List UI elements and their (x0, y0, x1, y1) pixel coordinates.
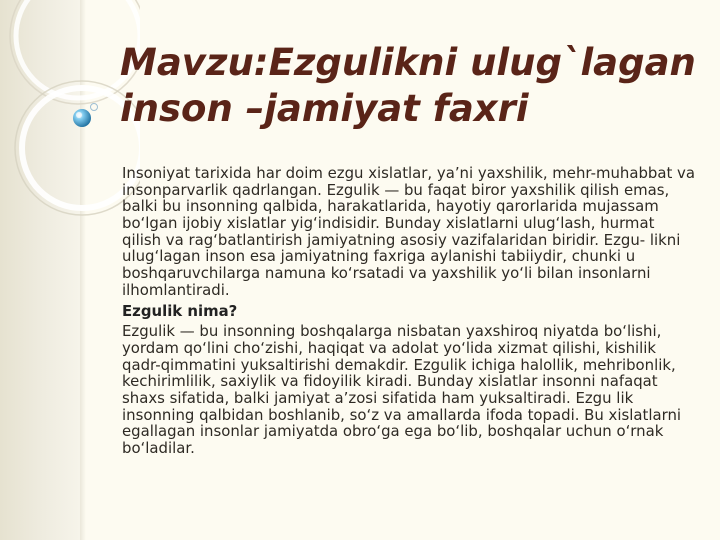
section-heading: Ezgulik nima? (122, 301, 238, 320)
ring-decoration-icon (0, 0, 140, 240)
intro-paragraph: Insoniyat tarixida har doim ezgu xislatlar, ya’ni yaxshilik, mehr-muhabbat va insonparvarlik qadrlangan. Ezgulik — bu faqat biror yaxshilik qilish emas, balki bu insonning qalbida, harakatlarida, hayotiy qarorlarida mujassam bo‘lgan ijobiy xislatlar yig‘indisidir. Bunday xislatlarni ulug‘lash, hurmat qilish va rag‘batlantirish jamiyatning asosiy vazifalaridan biridir. Ezgu- likni ulug‘lagan inson esa jamiyatning faxriga aylanishi tabiiydir, chunki u boshqaruvchilarga namuna ko‘rsatadi va yaxshilik yo‘li bilan insonlarni ilhomlantiradi. (122, 164, 695, 299)
definition-paragraph: Ezgulik — bu insonning boshqalarga nisbatan yaxshiroq niyatda bo‘lishi, yordam qo‘lini cho‘zishi, haqiqat va adolat yo‘lida xizmat qilishi, kishilik qadr-qimmatini yuksaltirishi demakdir. Ezgulik ichiga halollik, mehribonlik, kechirimlilik, saxiylik va fidoyilik kiradi. Bunday xislatlar insonni nafaqat shaxs sifatida, balki jamiyat a’zosi sifatida ham yuksaltiradi. Ezgu lik insonning qalbidan boshlanib, so‘z va amallarda ifoda topadi. Bu xislatlarni egallagan insonlar jamiyatda obro‘ga ega bo‘lib, boshqalar uchun o‘rnak bo‘ladilar. (122, 322, 682, 457)
blue-orb-icon (73, 109, 91, 127)
slide-body (122, 165, 697, 461)
slide-title: Mavzu:Ezgulikni ulug`lagan inson –jamiyat faxri (120, 41, 696, 131)
